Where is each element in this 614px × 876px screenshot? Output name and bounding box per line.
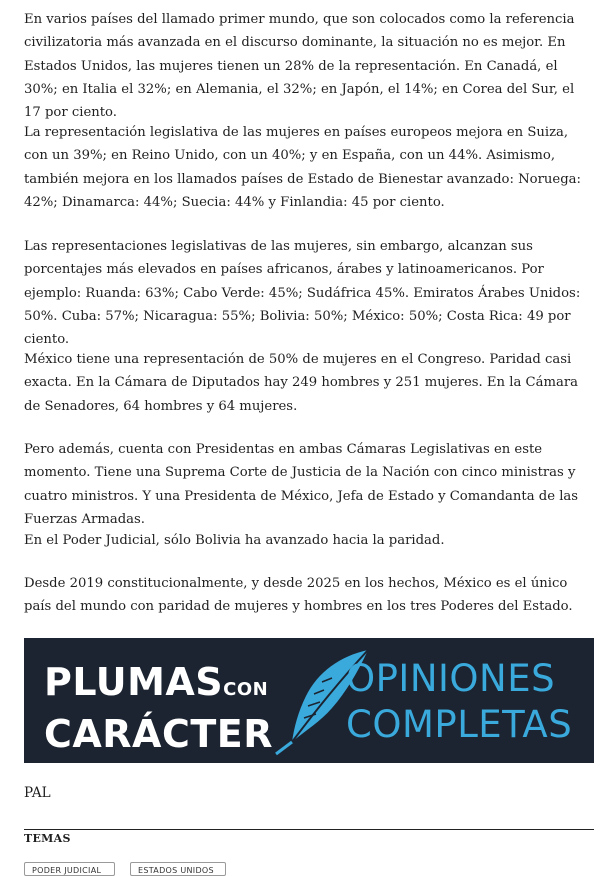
article-paragraph: Desde 2019 constitucionalmente, y desde 2025 en los hechos, México es el único país del mundo con paridad de mujeres y hombres en los tres Poderes del Estado. xyxy=(24,576,573,615)
banner-brand-right xyxy=(346,656,572,748)
banner-completas: COMPLETAS xyxy=(346,703,573,746)
topic-tag-estados-unidos[interactable]: ESTADOS UNIDOS xyxy=(130,862,226,876)
article-paragraph: Pero además, cuenta con Presidentas en ambas Cámaras Legislativas en este momento. Tiene una Suprema Corte de Justicia de la Nación con cinco ministras y cuatro ministros. Y una Presidenta de México, Jefa de Estado y Comandanta de las Fuerzas Armadas. xyxy=(24,442,579,527)
article-paragraph: La representación legislativa de las mujeres en países europeos mejora en Suiza, con un 39%; en Reino Unido, con un 40%; y en España, con un 44%. Asimismo, también mejora en los llamados países de Estado de Bienestar avanzado: Noruega: 42%; Dinamarca: 44%; Suecia: 44% y Finlandia: 45 por ciento. xyxy=(24,125,581,210)
banner-opiniones: OPINIONES xyxy=(346,657,556,700)
plumas-con-caracter-banner[interactable] xyxy=(24,638,594,763)
article-paragraph: Las representaciones legislativas de las mujeres, sin embargo, alcanzan sus porcentajes más elevados en países africanos, árabes y latinoamericanos. Por ejemplo: Ruanda: 63%; Cabo Verde: 45%; Sudáfrica 45%. Emiratos Árabes Unidos: 50%. Cuba: 57%; Nicaragua: 55%; Bolivia: 50%; México: 50%; Costa Rica: 49 por ciento. xyxy=(24,239,581,348)
article-paragraph: México tiene una representación de 50% de mujeres en el Congreso. Paridad casi exacta. En la Cámara de Diputados hay 249 hombres y 251 mujeres. En la Cámara de Senadores, 64 hombres y 64 mujeres. xyxy=(24,352,578,414)
section-divider xyxy=(24,829,594,830)
article-paragraph: En el Poder Judicial, sólo Bolivia ha avanzado hacia la paridad. xyxy=(24,533,445,548)
article-byline: PAL xyxy=(24,785,51,801)
banner-brand-con: CON xyxy=(223,679,269,700)
banner-brand-left xyxy=(44,660,273,756)
banner-brand-caracter: CARÁCTER xyxy=(44,712,273,756)
topics-label: TEMAS xyxy=(24,832,71,845)
topic-tag-poder-judicial[interactable]: PODER JUDICIAL xyxy=(24,862,115,876)
article-paragraph: En varios países del llamado primer mundo, que son colocados como la referencia civilizatoria más avanzada en el discurso dominante, la situación no es mejor. En Estados Unidos, las mujeres tienen un 28% de la representación. En Canadá, el 30%; en Italia el 32%; en Alemania, el 32%; en Japón, el 14%; en Corea del Sur, el 17 por ciento. xyxy=(24,12,575,121)
banner-brand-plumas: PLUMAS xyxy=(44,660,224,704)
